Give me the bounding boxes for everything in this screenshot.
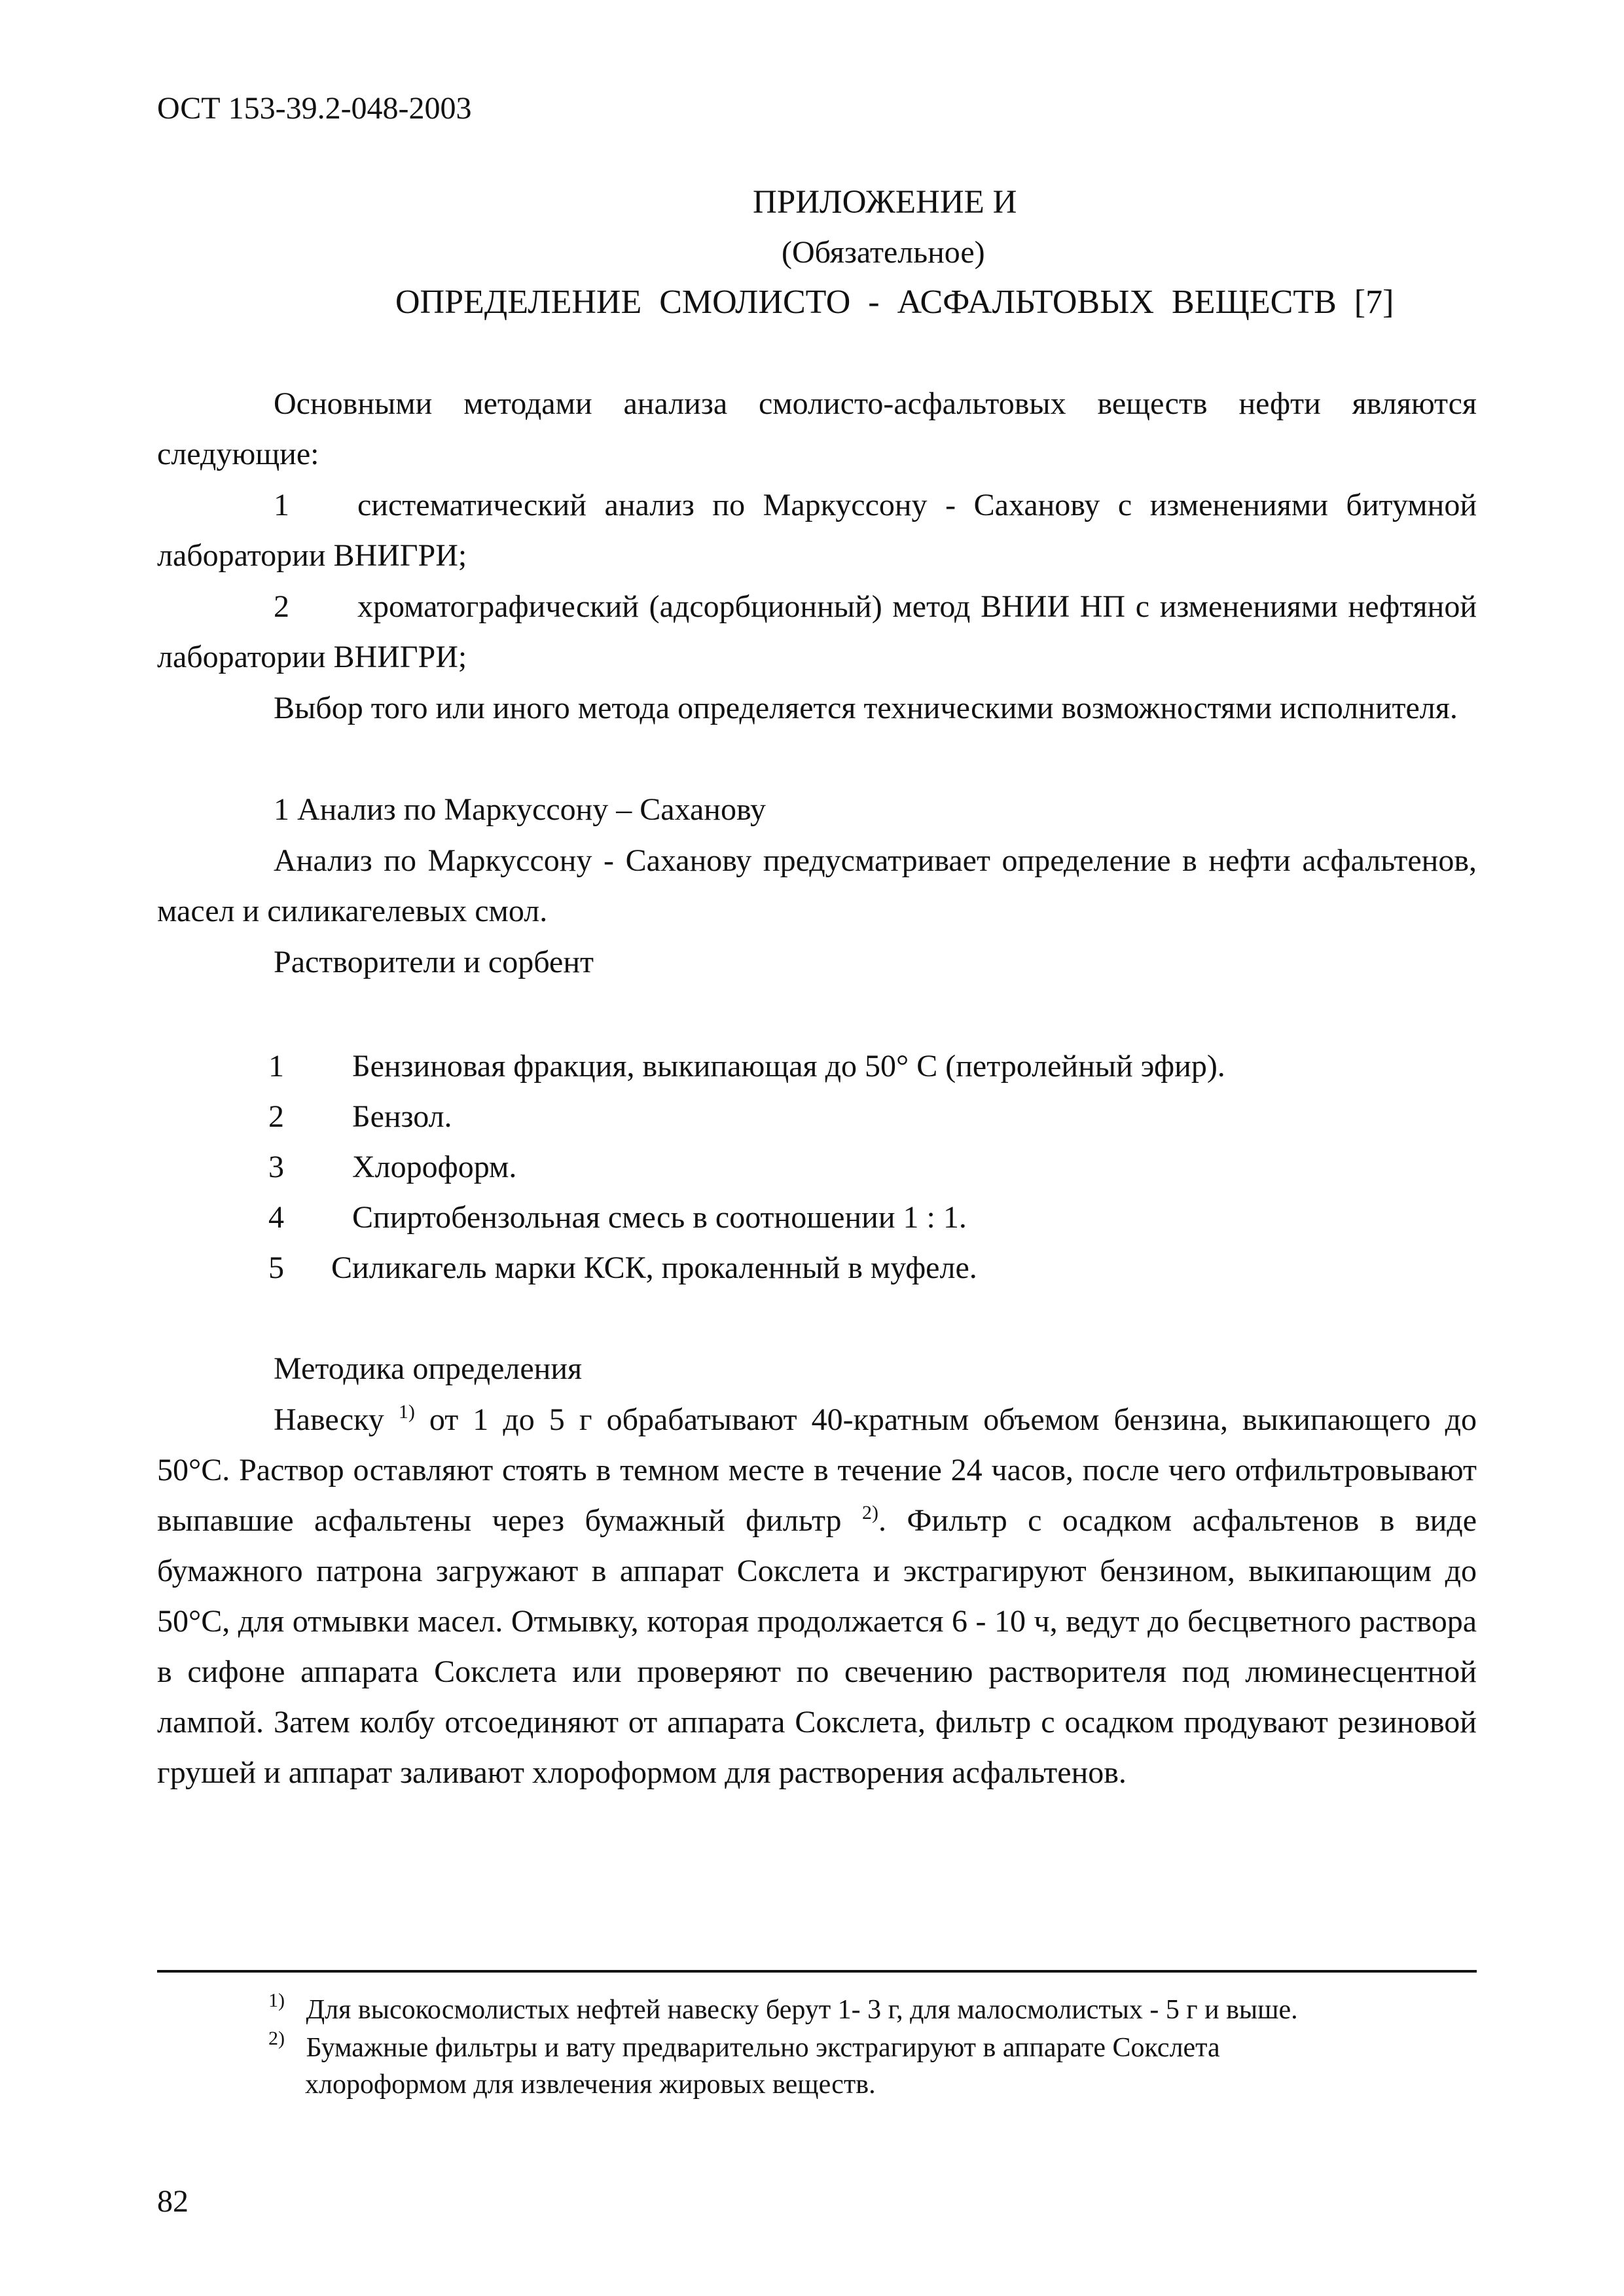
footnote-2-mark: 2) [268,2028,285,2049]
solvents-heading: Растворители и сорбент [274,945,594,979]
method-2-number: 2 [274,589,289,624]
method-1-paragraph [157,480,1477,581]
method-2-paragraph [157,581,1477,682]
method-text-end: . Фильтр с осадком асфальтенов в виде бумажного патрона загружают в аппарат Сокслета и экстрагируют бензином, выкипающим до 50°С, для отмывки масел. Отмывку, которая продолжается 6 - 10 ч, ведут до бесцветного раствора в сифоне аппарата Сокслета или проверяют по свечению растворителя под люминесцентной лампой. Затем колбу отсоединяют от аппарата Сокслета, фильтр с осадком продувают резиновой грушей и аппарат заливают хлороформом для растворения асфальтенов. [157,1503,1477,1790]
list-item-number: 3 [268,1150,284,1184]
list-item [268,1243,1225,1293]
footnote-2-text-line1: Бумажные фильтры и вату предварительно экстрагируют в аппарате Сокслета [306,2033,1220,2063]
list-item [268,1041,1225,1091]
page-number: 82 [157,2184,189,2219]
section-heading: ОПРЕДЕЛЕНИЕ СМОЛИСТО - АСФАЛЬТОВЫХ ВЕЩЕСТВ [7] [395,283,1394,321]
method-1-text: систематический анализ по Маркуссону - Саханову с изменениями битумной лаборатории ВНИГРИ; [157,488,1477,573]
list-item [268,1142,1225,1192]
method-1-number: 1 [274,488,289,522]
footnote-divider [157,1970,1477,1973]
footnote-ref-1: 1) [398,1401,415,1423]
list-item-text: Хлороформ. [352,1150,517,1184]
appendix-title: ПРИЛОЖЕНИЕ И [753,184,1017,221]
list-item [268,1091,1225,1142]
footnote-1 [268,1992,1298,2031]
method-choice-paragraph: Выбор того или иного метода определяется техническими возможностями исполнителя. [274,691,1458,725]
section-1-title: 1 Анализ по Маркуссону – Саханову [274,792,766,827]
list-item-text: Силикагель марки КСК, прокаленный в муфеле. [331,1250,977,1285]
list-item-number: 2 [268,1099,284,1134]
document-code: ОСТ 153-39.2-048-2003 [157,91,472,126]
solvents-list [268,1041,1225,1293]
footnote-1-text: Для высокосмолистых нефтей навеску берут 1- 3 г, для малосмолистых - 5 г и выше. [306,1995,1298,2025]
list-item-number: 1 [268,1049,284,1084]
footnote-2 [268,2030,1220,2069]
appendix-status: (Обязательное) [782,235,985,270]
footnote-2-continuation [305,2066,876,2103]
intro-paragraph: Основными методами анализа смолисто-асфальтовых веществ нефти являются следующие: [157,386,1477,471]
method-text-middle: от 1 до 5 г обрабатывают 40-кратным объемом бензина, выкипающего до 50°С. Раствор оставляют стоять в темном месте в течение 24 часов, после чего отфильтровывают выпавшие асфальтены через бумажный фильтр [157,1402,1477,1538]
method-heading: Методика определения [274,1351,583,1386]
method-text-start: Навеску [274,1402,384,1437]
footnote-1-mark: 1) [268,1990,285,2011]
list-item-number: 4 [268,1200,284,1235]
footnote-2-text-line2: хлороформом для извлечения жировых веществ. [305,2069,876,2100]
method-paragraph [157,1394,1477,1798]
footnote-ref-2: 2) [862,1502,879,1523]
list-item-text: Спиртобензольная смесь в соотношении 1 : 1. [352,1200,967,1235]
list-item [268,1192,1225,1243]
list-item-number: 5 [268,1250,284,1285]
section-1-description: Анализ по Маркуссону - Саханову предусматривает определение в нефти асфальтенов, масел и силикагелевых смол. [157,843,1477,928]
list-item-text: Бензиновая фракция, выкипающая до 50° С (петролейный эфир). [352,1049,1225,1084]
list-item-text: Бензол. [352,1099,452,1134]
method-2-text: хроматографический (адсорбционный) метод ВНИИ НП с изменениями нефтяной лаборатории ВНИГРИ; [157,589,1477,674]
